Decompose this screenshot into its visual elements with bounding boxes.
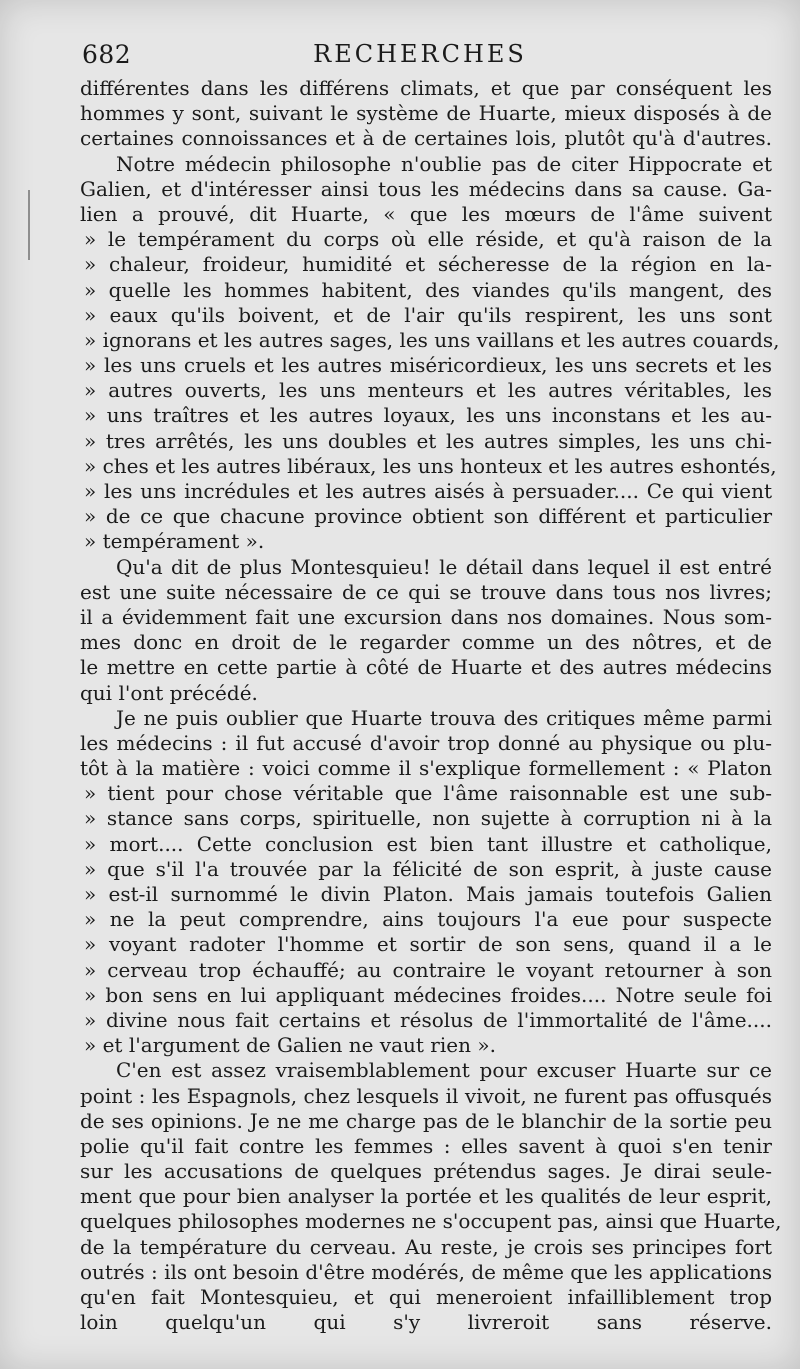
quote-line: » ches et les autres libéraux, les uns honteux et les autres eshontés, — [84, 453, 777, 478]
quote-line: » autres ouverts, les uns menteurs et les autres véritables, les — [84, 378, 772, 403]
quote-line: » eaux qu'ils boivent, et de l'air qu'ils respirent, les uns sont — [84, 302, 772, 327]
quote-line: » les uns cruels et les autres miséricordieux, les uns secrets et les — [84, 353, 772, 378]
text-line: de ses opinions. Je ne me charge pas de le blanchir de la sortie peu — [80, 1108, 772, 1133]
text-line: outrés : ils ont besoin d'être modérés, de même que les applications — [80, 1259, 773, 1284]
text-line: ment que pour bien analyser la portée et les qualités de leur esprit, — [80, 1184, 772, 1209]
quote-line: » de ce que chacune province obtient son différent et particulier — [84, 504, 772, 529]
paragraph-start-line: Notre médecin philosophe n'oublie pas de citer Hippocrate et — [116, 151, 772, 176]
quote-line: » stance sans corps, spirituelle, non sujette à corruption ni à la — [84, 806, 772, 831]
text-line — [80, 1335, 772, 1360]
quote-line: » est-il surnommé le divin Platon. Mais jamais toutefois Galien — [84, 882, 772, 906]
text-line: point : les Espagnols, chez lesquels il vivoit, ne furent pas offusqués — [80, 1083, 772, 1108]
text-line: différentes dans les différens climats, et que par conséquent les — [80, 76, 772, 100]
quote-line: » chaleur, froideur, humidité et sécheresse de la région en la- — [84, 252, 772, 277]
body-text — [80, 76, 782, 1361]
text-line: polie qu'il fait contre les femmes : elles savent à quoi s'en tenir — [80, 1133, 772, 1158]
quote-line: » ne la peut comprendre, ains toujours l'a eue pour suspecte — [84, 907, 772, 932]
quote-line: » que s'il l'a trouvée par la félicité de son esprit, à juste cause — [84, 856, 772, 881]
text-line: mes donc en droit de le regarder comme un des nôtres, et de — [80, 630, 772, 655]
paragraph-start-line: C'en est assez vraisemblablement pour excuser Huarte sur ce — [116, 1058, 772, 1083]
text-line: tôt à la matière : voici comme il s'explique formellement : « Platon — [80, 756, 772, 781]
text-line: certaines connoissances et à de certaines lois, plutôt qu'à d'autres. — [80, 126, 772, 151]
text-line: hommes y sont, suivant le système de Huarte, mieux disposés à de — [80, 101, 772, 126]
quote-line: » le tempérament du corps où elle réside, et qu'à raison de la — [84, 227, 772, 252]
quote-line: » et l'argument de Galien ne vaut rien ». — [84, 1033, 496, 1058]
text-line: est une suite nécessaire de ce qui se trouve dans tous nos livres; — [80, 579, 772, 604]
text-line: lien a prouvé, dit Huarte, « que les mœurs de l'âme suivent — [80, 201, 772, 226]
quote-line: » divine nous fait certains et résolus de l'immortalité de l'âme.... — [84, 1007, 772, 1032]
quote-line: » tient pour chose véritable que l'âme raisonnable est une sub- — [84, 781, 772, 806]
quote-line: » cerveau trop échauffé; au contraire le voyant retourner à son — [84, 957, 772, 982]
quote-line: » ignorans et les autres sages, les uns vaillans et les autres couards, — [84, 327, 780, 352]
paragraph-start-line: Je ne puis oublier que Huarte trouva des critiques même parmi — [116, 705, 772, 730]
quote-line: » tempérament ». — [84, 529, 265, 554]
page-header — [78, 40, 762, 74]
quote-line: » bon sens en lui appliquant médecines froides.... Notre seule foi — [84, 982, 772, 1007]
text-line: sur les accusations de quelques prétendus sages. Je dirai seule- — [80, 1159, 772, 1184]
quote-line: » les uns incrédules et les autres aisés à persuader.... Ce qui vient — [84, 479, 772, 503]
margin-pencil-mark — [28, 190, 33, 260]
text-line: loin quelqu'un qui s'y livreroit sans réserve. — [80, 1310, 772, 1335]
quote-line: » voyant radoter l'homme et sortir de son sens, quand il a le — [84, 932, 772, 957]
text-line: de la température du cerveau. Au reste, je crois ses principes fort — [80, 1234, 772, 1259]
text-line: qui l'ont précédé. — [80, 680, 258, 705]
quote-line: » uns traîtres et les autres loyaux, les uns inconstans et les au- — [84, 403, 772, 428]
paragraph-start-line: Qu'a dit de plus Montesquieu! le détail dans lequel il est entré — [116, 554, 772, 579]
quote-line: » tres arrêtés, les uns doubles et les autres simples, les uns chi- — [84, 428, 772, 453]
text-line: les médecins : il fut accusé d'avoir trop donné au physique ou plu- — [80, 730, 772, 755]
page-number: 682 — [82, 40, 132, 69]
text-line: qu'en fait Montesquieu, et qui meneroient infailliblement trop — [80, 1285, 772, 1309]
text-line: quelques philosophes modernes ne s'occupent pas, ainsi que Huarte, — [80, 1209, 782, 1234]
text-line: Galien, et d'intéresser ainsi tous les médecins dans sa cause. Ga- — [80, 176, 772, 201]
quote-line: » quelle les hommes habitent, des viandes qu'ils mangent, des — [84, 277, 772, 302]
quote-line: » mort.... Cette conclusion est bien tant illustre et catholique, — [84, 831, 772, 856]
text-line: le mettre en cette partie à côté de Huarte et des autres médecins — [80, 655, 772, 680]
text-line: il a évidemment fait une excursion dans nos domaines. Nous som- — [80, 604, 772, 629]
running-title: RECHERCHES — [313, 40, 527, 68]
